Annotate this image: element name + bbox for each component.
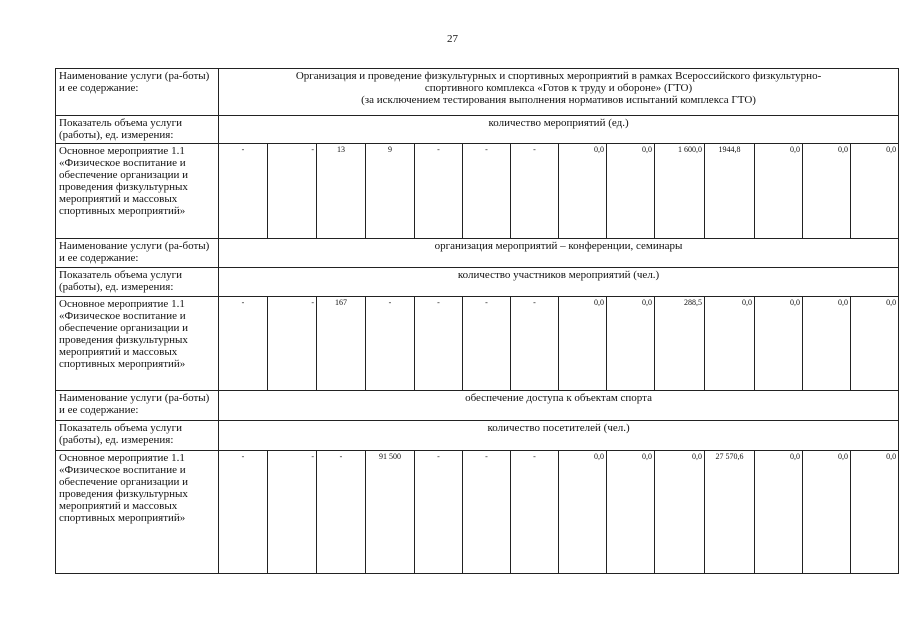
service-row: [56, 391, 899, 421]
value-cell: -: [366, 297, 415, 391]
value-cell: 13: [317, 144, 366, 239]
service-label: Наименование услуги (ра-боты) и ее содержание:: [56, 69, 219, 116]
value-cell: 0,0: [705, 297, 755, 391]
value-cell: 0,0: [607, 144, 655, 239]
value-cell: -: [463, 144, 511, 239]
value-cell: 0,0: [851, 144, 899, 239]
service-row: [56, 239, 899, 268]
value-cell: -: [219, 144, 268, 239]
indicator-value: количество посетителей (чел.): [219, 421, 899, 451]
value-cell: -: [511, 297, 559, 391]
value-cell: 9: [366, 144, 415, 239]
service-title: Организация и проведение физкультурных и спортивных мероприятий в рамках Всероссийского физкультурно- спортивного комплекса «Готов к труду и обороне» (ГТО) (за исключением тестирования выполнения нормативов испытаний комплекса ГТО): [219, 69, 899, 116]
indicator-row: [56, 421, 899, 451]
value-cell: 0,0: [803, 451, 851, 574]
value-cell: 0,0: [559, 297, 607, 391]
value-cell: 0,0: [851, 297, 899, 391]
value-cell: -: [511, 451, 559, 574]
value-cell: 167: [317, 297, 366, 391]
service-label: Наименование услуги (ра-боты) и ее содержание:: [56, 391, 219, 421]
value-cell: -: [268, 144, 317, 239]
value-cell: 1 600,0: [655, 144, 705, 239]
value-cell: -: [219, 297, 268, 391]
indicator-value: количество мероприятий (ед.): [219, 116, 899, 144]
value-cell: -: [268, 297, 317, 391]
value-cell: -: [415, 297, 463, 391]
value-cell: -: [463, 451, 511, 574]
service-header-row: [56, 69, 899, 116]
value-cell: 0,0: [655, 451, 705, 574]
value-cell: 0,0: [559, 144, 607, 239]
service-value: организация мероприятий – конференции, семинары: [219, 239, 899, 268]
value-cell: 288,5: [655, 297, 705, 391]
data-row: [56, 144, 899, 239]
page-number: 27: [447, 33, 458, 45]
value-cell: 0,0: [755, 144, 803, 239]
value-cell: 91 500: [366, 451, 415, 574]
value-cell: 0,0: [803, 144, 851, 239]
value-cell: -: [463, 297, 511, 391]
indicator-row: [56, 116, 899, 144]
value-cell: 1944,8: [705, 144, 755, 239]
value-cell: 0,0: [851, 451, 899, 574]
row-label: Основное мероприятие 1.1 «Физическое воспитание и обеспечение организации и проведения физкультурных мероприятий и массовых спортивных мероприятий»: [56, 451, 219, 574]
indicator-label: Показатель объема услуги (работы), ед. измерения:: [56, 268, 219, 297]
service-value: обеспечение доступа к объектам спорта: [219, 391, 899, 421]
value-cell: -: [268, 451, 317, 574]
value-cell: -: [415, 451, 463, 574]
value-cell: 0,0: [607, 451, 655, 574]
indicator-label: Показатель объема услуги (работы), ед. измерения:: [56, 116, 219, 144]
value-cell: 0,0: [559, 451, 607, 574]
indicator-value: количество участников мероприятий (чел.): [219, 268, 899, 297]
service-label: Наименование услуги (ра-боты) и ее содержание:: [56, 239, 219, 268]
value-cell: -: [415, 144, 463, 239]
value-cell: 0,0: [607, 297, 655, 391]
row-label: Основное мероприятие 1.1 «Физическое воспитание и обеспечение организации и проведения физкультурных мероприятий и массовых спортивных мероприятий»: [56, 144, 219, 239]
row-label: Основное мероприятие 1.1 «Физическое воспитание и обеспечение организации и проведения физкультурных мероприятий и массовых спортивных мероприятий»: [56, 297, 219, 391]
value-cell: -: [511, 144, 559, 239]
indicator-row: [56, 268, 899, 297]
data-row: [56, 297, 899, 391]
value-cell: -: [317, 451, 366, 574]
value-cell: 0,0: [803, 297, 851, 391]
value-cell: 0,0: [755, 451, 803, 574]
value-cell: 27 570,6: [705, 451, 755, 574]
value-cell: -: [219, 451, 268, 574]
value-cell: 0,0: [755, 297, 803, 391]
indicator-label: Показатель объема услуги (работы), ед. измерения:: [56, 421, 219, 451]
service-table: [55, 68, 899, 574]
data-row: [56, 451, 899, 574]
